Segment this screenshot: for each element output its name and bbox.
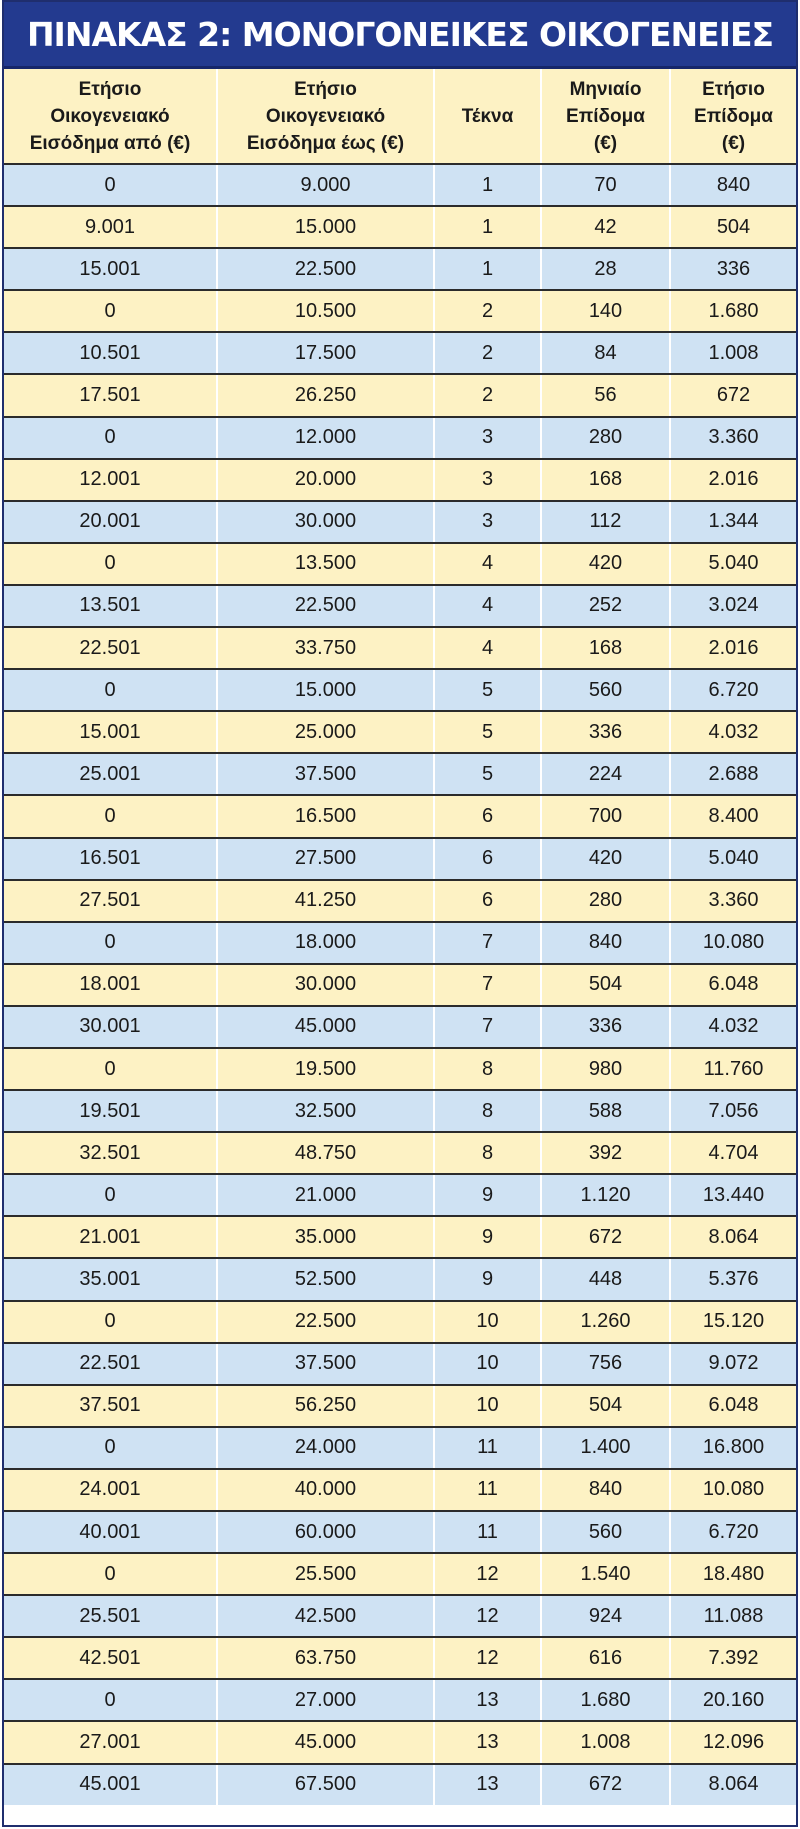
cell-income-to: 21.000: [217, 1174, 434, 1216]
cell-monthly-allowance: 168: [541, 459, 670, 501]
cell-income-to: 9.000: [217, 164, 434, 206]
cell-annual-allowance: 4.032: [670, 711, 796, 753]
cell-income-to: 22.500: [217, 585, 434, 627]
cell-income-from: 0: [4, 1679, 217, 1721]
cell-income-from: 25.001: [4, 753, 217, 795]
cell-monthly-allowance: 1.120: [541, 1174, 670, 1216]
cell-annual-allowance: 8.064: [670, 1764, 796, 1805]
cell-income-from: 0: [4, 922, 217, 964]
cell-income-to: 52.500: [217, 1258, 434, 1300]
cell-monthly-allowance: 560: [541, 1511, 670, 1553]
cell-children: 6: [434, 880, 541, 922]
cell-income-from: 20.001: [4, 501, 217, 543]
table-row: [4, 1048, 796, 1090]
cell-children: 2: [434, 290, 541, 332]
cell-income-to: 56.250: [217, 1385, 434, 1427]
cell-children: 6: [434, 795, 541, 837]
table-row: [4, 753, 796, 795]
cell-children: 5: [434, 753, 541, 795]
cell-annual-allowance: 504: [670, 206, 796, 248]
cell-children: 9: [434, 1258, 541, 1300]
table-row: [4, 1174, 796, 1216]
cell-income-to: 37.500: [217, 1343, 434, 1385]
cell-annual-allowance: 7.056: [670, 1090, 796, 1132]
cell-monthly-allowance: 42: [541, 206, 670, 248]
cell-monthly-allowance: 1.680: [541, 1679, 670, 1721]
table-row: [4, 1006, 796, 1048]
cell-monthly-allowance: 1.260: [541, 1301, 670, 1343]
cell-income-from: 15.001: [4, 711, 217, 753]
cell-children: 1: [434, 206, 541, 248]
cell-monthly-allowance: 560: [541, 669, 670, 711]
table-row: [4, 1090, 796, 1132]
table-row: [4, 1132, 796, 1174]
allowance-table: [4, 69, 796, 1805]
table-row: [4, 627, 796, 669]
table-row: [4, 838, 796, 880]
cell-children: 10: [434, 1301, 541, 1343]
cell-income-to: 19.500: [217, 1048, 434, 1090]
cell-annual-allowance: 2.016: [670, 627, 796, 669]
cell-income-from: 19.501: [4, 1090, 217, 1132]
cell-income-to: 37.500: [217, 753, 434, 795]
cell-income-from: 0: [4, 669, 217, 711]
cell-income-from: 0: [4, 417, 217, 459]
cell-children: 11: [434, 1427, 541, 1469]
table-row: [4, 1343, 796, 1385]
cell-income-from: 24.001: [4, 1469, 217, 1511]
cell-income-from: 22.501: [4, 1343, 217, 1385]
cell-children: 12: [434, 1553, 541, 1595]
cell-annual-allowance: 3.360: [670, 880, 796, 922]
cell-monthly-allowance: 840: [541, 922, 670, 964]
header-income-to: Ετήσιο Οικογενειακό Εισόδημα έως (€): [217, 69, 434, 164]
cell-income-to: 22.500: [217, 248, 434, 290]
single-parent-allowance-table-page: [2, 0, 798, 1827]
cell-income-to: 15.000: [217, 669, 434, 711]
cell-annual-allowance: 8.064: [670, 1216, 796, 1258]
cell-income-to: 13.500: [217, 543, 434, 585]
cell-monthly-allowance: 924: [541, 1595, 670, 1637]
cell-annual-allowance: 10.080: [670, 922, 796, 964]
cell-income-from: 13.501: [4, 585, 217, 627]
table-row: [4, 1553, 796, 1595]
cell-income-from: 16.501: [4, 838, 217, 880]
cell-income-to: 27.000: [217, 1679, 434, 1721]
cell-income-to: 30.000: [217, 501, 434, 543]
cell-income-to: 40.000: [217, 1469, 434, 1511]
cell-income-from: 0: [4, 1301, 217, 1343]
cell-children: 2: [434, 374, 541, 416]
cell-monthly-allowance: 84: [541, 332, 670, 374]
cell-monthly-allowance: 168: [541, 627, 670, 669]
cell-annual-allowance: 9.072: [670, 1343, 796, 1385]
cell-monthly-allowance: 420: [541, 543, 670, 585]
cell-annual-allowance: 840: [670, 164, 796, 206]
table-row: [4, 1427, 796, 1469]
cell-children: 11: [434, 1469, 541, 1511]
cell-monthly-allowance: 1.540: [541, 1553, 670, 1595]
cell-monthly-allowance: 756: [541, 1343, 670, 1385]
cell-children: 13: [434, 1679, 541, 1721]
cell-annual-allowance: 1.680: [670, 290, 796, 332]
cell-income-from: 40.001: [4, 1511, 217, 1553]
cell-annual-allowance: 8.400: [670, 795, 796, 837]
cell-monthly-allowance: 420: [541, 838, 670, 880]
cell-monthly-allowance: 616: [541, 1637, 670, 1679]
table-row: [4, 1469, 796, 1511]
cell-children: 7: [434, 922, 541, 964]
cell-income-from: 45.001: [4, 1764, 217, 1805]
cell-annual-allowance: 16.800: [670, 1427, 796, 1469]
cell-children: 6: [434, 838, 541, 880]
cell-income-to: 20.000: [217, 459, 434, 501]
table-row: [4, 1637, 796, 1679]
cell-income-to: 16.500: [217, 795, 434, 837]
cell-income-to: 26.250: [217, 374, 434, 416]
cell-income-from: 22.501: [4, 627, 217, 669]
cell-income-to: 42.500: [217, 1595, 434, 1637]
cell-annual-allowance: 4.704: [670, 1132, 796, 1174]
header-income-from: Ετήσιο Οικογενειακό Εισόδημα από (€): [4, 69, 217, 164]
cell-children: 2: [434, 332, 541, 374]
cell-monthly-allowance: 700: [541, 795, 670, 837]
cell-children: 8: [434, 1090, 541, 1132]
table-row: [4, 1764, 796, 1805]
table-row: [4, 669, 796, 711]
cell-income-from: 15.001: [4, 248, 217, 290]
cell-children: 1: [434, 248, 541, 290]
cell-children: 8: [434, 1048, 541, 1090]
cell-income-from: 0: [4, 164, 217, 206]
table-row: [4, 922, 796, 964]
cell-income-from: 9.001: [4, 206, 217, 248]
cell-income-to: 67.500: [217, 1764, 434, 1805]
cell-monthly-allowance: 70: [541, 164, 670, 206]
cell-monthly-allowance: 1.400: [541, 1427, 670, 1469]
table-row: [4, 1216, 796, 1258]
cell-children: 3: [434, 501, 541, 543]
cell-income-from: 0: [4, 1553, 217, 1595]
cell-income-from: 21.001: [4, 1216, 217, 1258]
cell-annual-allowance: 1.008: [670, 332, 796, 374]
cell-children: 12: [434, 1637, 541, 1679]
cell-income-to: 35.000: [217, 1216, 434, 1258]
cell-monthly-allowance: 672: [541, 1216, 670, 1258]
cell-annual-allowance: 6.048: [670, 964, 796, 1006]
cell-children: 11: [434, 1511, 541, 1553]
table-row: [4, 585, 796, 627]
cell-income-from: 0: [4, 290, 217, 332]
cell-monthly-allowance: 280: [541, 417, 670, 459]
header-monthly-allowance: Μηνιαίο Επίδομα (€): [541, 69, 670, 164]
cell-annual-allowance: 3.024: [670, 585, 796, 627]
cell-annual-allowance: 6.720: [670, 1511, 796, 1553]
cell-income-to: 30.000: [217, 964, 434, 1006]
cell-annual-allowance: 5.040: [670, 838, 796, 880]
cell-children: 9: [434, 1216, 541, 1258]
cell-income-from: 18.001: [4, 964, 217, 1006]
cell-children: 5: [434, 669, 541, 711]
cell-income-to: 10.500: [217, 290, 434, 332]
table-row: [4, 711, 796, 753]
cell-annual-allowance: 20.160: [670, 1679, 796, 1721]
cell-income-to: 15.000: [217, 206, 434, 248]
table-title: ΠΙΝΑΚΑΣ 2: ΜΟΝΟΓΟΝΕΙΚΕΣ ΟΙΚΟΓΕΝΕΙΕΣ: [4, 2, 796, 69]
cell-children: 4: [434, 543, 541, 585]
cell-annual-allowance: 18.480: [670, 1553, 796, 1595]
cell-annual-allowance: 2.016: [670, 459, 796, 501]
cell-income-from: 30.001: [4, 1006, 217, 1048]
cell-monthly-allowance: 252: [541, 585, 670, 627]
table-row: [4, 964, 796, 1006]
cell-income-to: 33.750: [217, 627, 434, 669]
cell-annual-allowance: 1.344: [670, 501, 796, 543]
table-row: [4, 164, 796, 206]
cell-monthly-allowance: 224: [541, 753, 670, 795]
cell-monthly-allowance: 840: [541, 1469, 670, 1511]
cell-annual-allowance: 2.688: [670, 753, 796, 795]
cell-annual-allowance: 3.360: [670, 417, 796, 459]
cell-annual-allowance: 6.720: [670, 669, 796, 711]
cell-children: 8: [434, 1132, 541, 1174]
cell-children: 13: [434, 1764, 541, 1805]
cell-monthly-allowance: 280: [541, 880, 670, 922]
cell-monthly-allowance: 448: [541, 1258, 670, 1300]
cell-income-from: 0: [4, 795, 217, 837]
cell-income-to: 18.000: [217, 922, 434, 964]
table-row: [4, 795, 796, 837]
cell-income-from: 0: [4, 543, 217, 585]
header-annual-allowance: Ετήσιο Επίδομα (€): [670, 69, 796, 164]
cell-annual-allowance: 13.440: [670, 1174, 796, 1216]
cell-children: 3: [434, 417, 541, 459]
cell-annual-allowance: 672: [670, 374, 796, 416]
cell-income-from: 17.501: [4, 374, 217, 416]
cell-children: 5: [434, 711, 541, 753]
cell-income-to: 45.000: [217, 1006, 434, 1048]
cell-annual-allowance: 5.040: [670, 543, 796, 585]
cell-monthly-allowance: 504: [541, 964, 670, 1006]
cell-monthly-allowance: 336: [541, 1006, 670, 1048]
cell-income-to: 25.500: [217, 1553, 434, 1595]
cell-children: 12: [434, 1595, 541, 1637]
cell-income-from: 0: [4, 1048, 217, 1090]
table-row: [4, 248, 796, 290]
cell-annual-allowance: 4.032: [670, 1006, 796, 1048]
table-row: [4, 880, 796, 922]
cell-income-to: 27.500: [217, 838, 434, 880]
cell-children: 1: [434, 164, 541, 206]
cell-children: 4: [434, 627, 541, 669]
cell-children: 4: [434, 585, 541, 627]
table-row: [4, 1511, 796, 1553]
cell-income-from: 0: [4, 1174, 217, 1216]
cell-annual-allowance: 10.080: [670, 1469, 796, 1511]
table-body: [4, 164, 796, 1805]
cell-income-from: 25.501: [4, 1595, 217, 1637]
cell-annual-allowance: 7.392: [670, 1637, 796, 1679]
cell-monthly-allowance: 672: [541, 1764, 670, 1805]
table-row: [4, 459, 796, 501]
cell-monthly-allowance: 980: [541, 1048, 670, 1090]
cell-monthly-allowance: 140: [541, 290, 670, 332]
cell-annual-allowance: 15.120: [670, 1301, 796, 1343]
cell-monthly-allowance: 112: [541, 501, 670, 543]
cell-monthly-allowance: 392: [541, 1132, 670, 1174]
cell-monthly-allowance: 1.008: [541, 1721, 670, 1763]
cell-annual-allowance: 336: [670, 248, 796, 290]
cell-children: 10: [434, 1343, 541, 1385]
cell-children: 9: [434, 1174, 541, 1216]
cell-income-from: 32.501: [4, 1132, 217, 1174]
cell-children: 7: [434, 964, 541, 1006]
table-row: [4, 332, 796, 374]
cell-children: 7: [434, 1006, 541, 1048]
cell-annual-allowance: 11.088: [670, 1595, 796, 1637]
table-row: [4, 206, 796, 248]
cell-income-to: 17.500: [217, 332, 434, 374]
cell-annual-allowance: 11.760: [670, 1048, 796, 1090]
cell-monthly-allowance: 56: [541, 374, 670, 416]
table-row: [4, 374, 796, 416]
cell-income-from: 10.501: [4, 332, 217, 374]
cell-income-to: 12.000: [217, 417, 434, 459]
cell-income-to: 24.000: [217, 1427, 434, 1469]
cell-monthly-allowance: 588: [541, 1090, 670, 1132]
table-row: [4, 1679, 796, 1721]
cell-income-to: 22.500: [217, 1301, 434, 1343]
table-row: [4, 1595, 796, 1637]
cell-children: 3: [434, 459, 541, 501]
header-row: [4, 69, 796, 164]
table-row: [4, 1301, 796, 1343]
cell-income-to: 25.000: [217, 711, 434, 753]
cell-income-to: 32.500: [217, 1090, 434, 1132]
cell-annual-allowance: 5.376: [670, 1258, 796, 1300]
cell-children: 13: [434, 1721, 541, 1763]
cell-monthly-allowance: 28: [541, 248, 670, 290]
cell-monthly-allowance: 336: [541, 711, 670, 753]
cell-income-from: 27.501: [4, 880, 217, 922]
cell-annual-allowance: 12.096: [670, 1721, 796, 1763]
header-children: Τέκνα: [434, 69, 541, 164]
cell-income-to: 45.000: [217, 1721, 434, 1763]
cell-monthly-allowance: 504: [541, 1385, 670, 1427]
cell-children: 10: [434, 1385, 541, 1427]
cell-income-from: 27.001: [4, 1721, 217, 1763]
cell-income-from: 12.001: [4, 459, 217, 501]
table-row: [4, 543, 796, 585]
cell-income-to: 60.000: [217, 1511, 434, 1553]
cell-income-from: 35.001: [4, 1258, 217, 1300]
cell-income-from: 42.501: [4, 1637, 217, 1679]
table-row: [4, 290, 796, 332]
cell-income-from: 0: [4, 1427, 217, 1469]
table-row: [4, 501, 796, 543]
table-row: [4, 1721, 796, 1763]
cell-income-from: 37.501: [4, 1385, 217, 1427]
table-row: [4, 1258, 796, 1300]
table-row: [4, 417, 796, 459]
table-row: [4, 1385, 796, 1427]
cell-income-to: 41.250: [217, 880, 434, 922]
cell-annual-allowance: 6.048: [670, 1385, 796, 1427]
cell-income-to: 48.750: [217, 1132, 434, 1174]
cell-income-to: 63.750: [217, 1637, 434, 1679]
